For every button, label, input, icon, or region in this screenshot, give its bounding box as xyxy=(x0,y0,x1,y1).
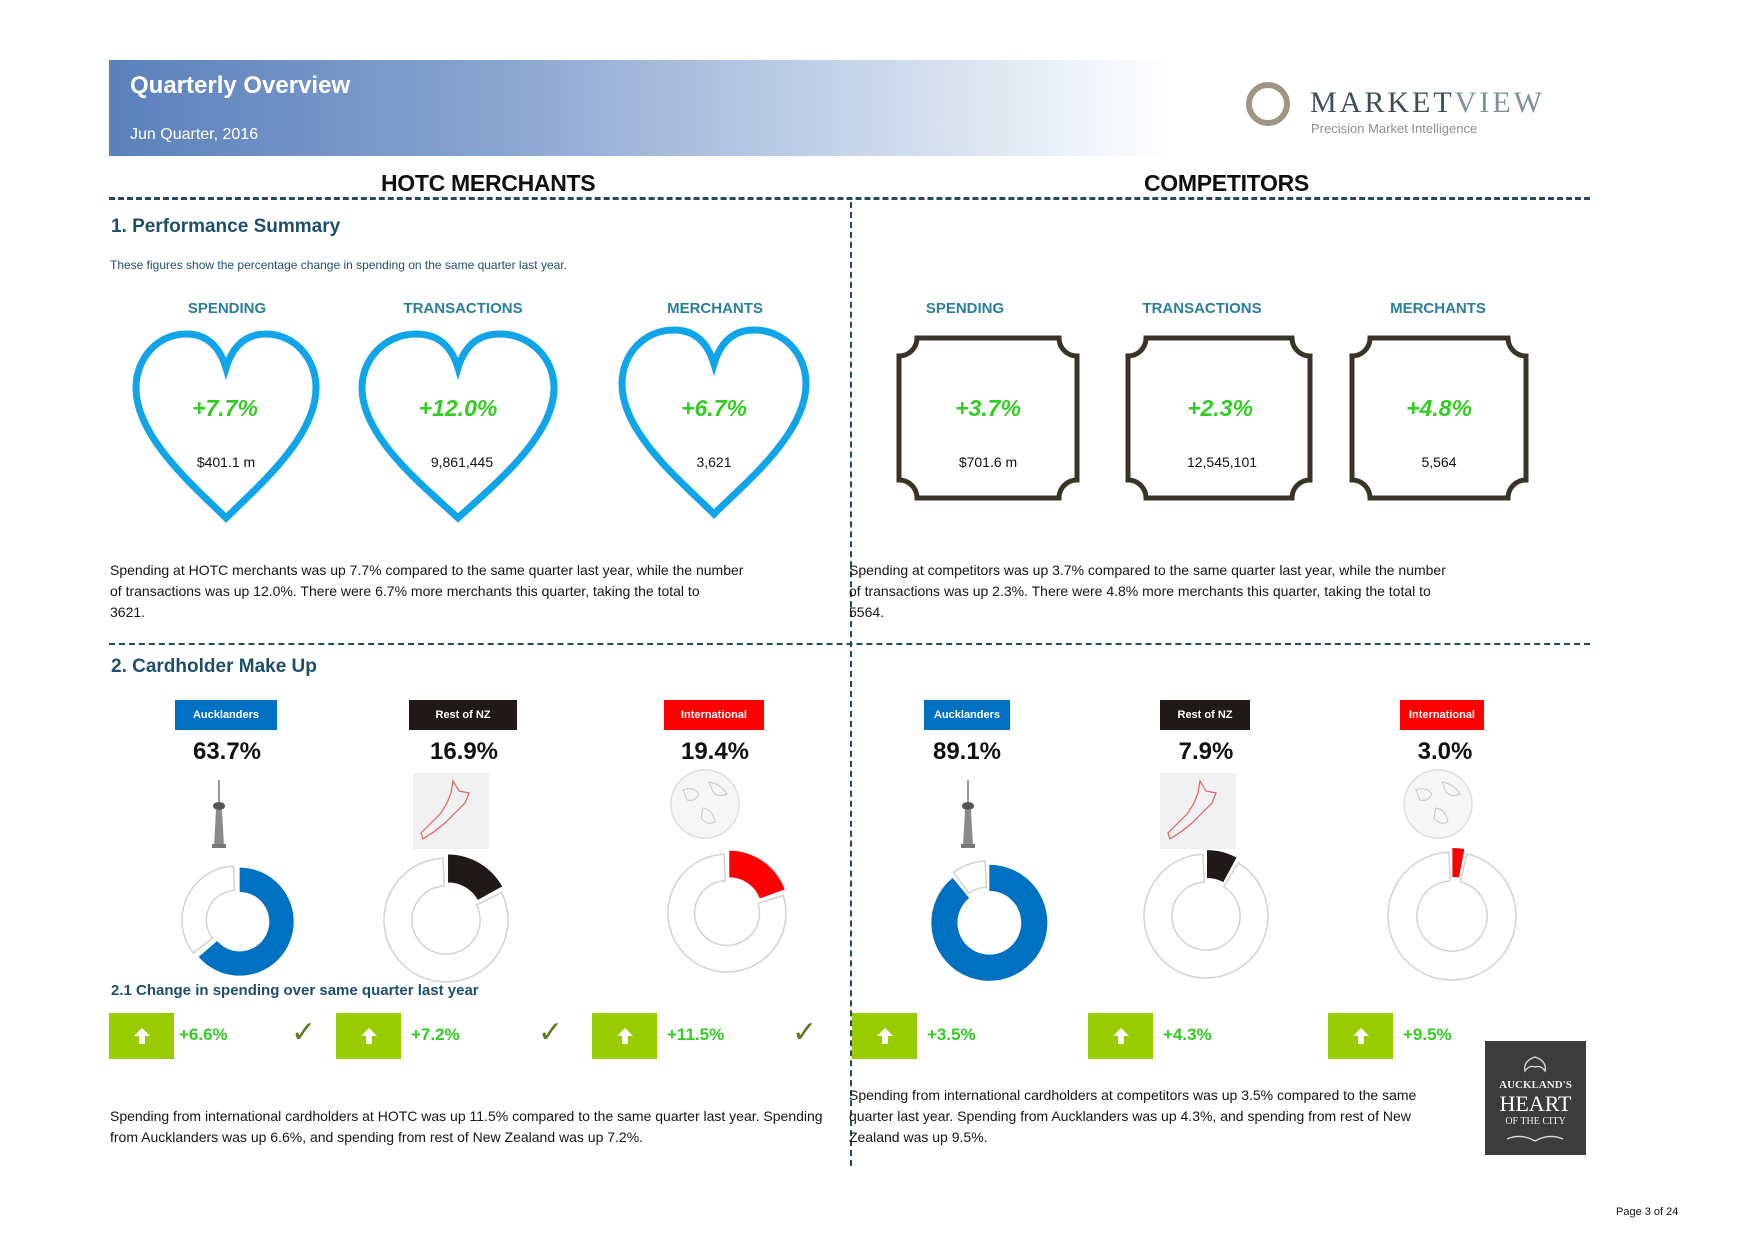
donut-remainder-slice xyxy=(1388,852,1516,980)
checkmark-icon: ✓ xyxy=(291,1016,317,1049)
competitor-label-spending: SPENDING xyxy=(925,300,1005,317)
nz-map-icon xyxy=(1160,773,1236,849)
competitor-change-aucklanders: +3.5% xyxy=(927,1025,976,1044)
marketview-logo-ring-icon xyxy=(1246,82,1290,126)
competitor-spending-change: +3.7% xyxy=(955,395,1021,421)
text-line: of transactions was up 2.3%. There were 4.8% more merchants this quarter, taking the total to xyxy=(849,583,1431,599)
competitor-merchants-value: 5,564 xyxy=(1421,454,1457,470)
hotc-transactions-value: 9,861,445 xyxy=(430,454,494,470)
text-line: quarter last year. Spending from Aucklanders was up 4.3%, and spending from rest of New xyxy=(849,1108,1411,1124)
hotc-performance-text xyxy=(110,560,840,623)
competitor-transactions-change: +2.3% xyxy=(1187,395,1253,421)
text-line: Spending from international cardholders at HOTC was up 11.5% compared to the same quarter last year. Spending xyxy=(110,1108,823,1124)
donut-chart-rest-of-nz xyxy=(378,852,514,988)
share-rest-of-nz: 16.9% xyxy=(429,738,499,765)
donut-share-group xyxy=(931,865,1047,981)
up-arrow-icon xyxy=(592,1013,657,1059)
up-arrow-icon xyxy=(1328,1013,1393,1059)
hotc-merchants-value: 3,621 xyxy=(696,454,732,470)
text-line: Spending from international cardholders at competitors was up 3.5% compared to the same xyxy=(849,1087,1417,1103)
heart-frame-icon xyxy=(612,322,816,522)
hotc-change-aucklanders: +6.6% xyxy=(179,1025,228,1044)
donut-remainder-slice xyxy=(1144,854,1268,978)
top-divider xyxy=(109,197,1590,200)
change-title: 2.1 Change in spending over same quarter last year xyxy=(111,982,479,999)
checkmark-icon: ✓ xyxy=(538,1016,564,1049)
logo-word-view: VIEW xyxy=(1454,86,1545,119)
hotc-merchants-change: +6.7% xyxy=(681,395,747,421)
competitor-merchants-change: +4.8% xyxy=(1406,395,1472,421)
competitor-performance-text xyxy=(849,560,1579,623)
text-line: 5564. xyxy=(849,604,885,620)
heart-frame-icon xyxy=(126,326,326,526)
heart-frame-icon xyxy=(352,326,564,526)
hotc-spending-value: $401.1 m xyxy=(196,454,256,470)
share-international: 19.4% xyxy=(680,738,750,765)
tag-international: International xyxy=(664,700,764,730)
competitor-label-transactions: TRANSACTIONS xyxy=(1142,300,1262,317)
donut-remainder-slice xyxy=(182,866,235,953)
up-arrow-icon xyxy=(852,1013,917,1059)
column-head-hotc: HOTC MERCHANTS xyxy=(381,170,596,196)
tag-international: International xyxy=(1400,700,1484,730)
share-rest-of-nz: 7.9% xyxy=(1178,738,1234,765)
donut-chart-aucklanders xyxy=(176,860,296,980)
donut-share-slice xyxy=(729,851,784,899)
hotc-label-merchants: MERCHANTS xyxy=(667,300,763,317)
performance-summary-title: 1. Performance Summary xyxy=(111,216,341,237)
badge-line-3: OF THE CITY xyxy=(1505,1116,1566,1127)
competitor-change-rest-of-nz: +4.3% xyxy=(1163,1025,1212,1044)
text-line: from Aucklanders was up 6.6%, and spending from rest of New Zealand was up 7.2%. xyxy=(110,1129,644,1145)
donut-share-group xyxy=(448,855,502,900)
competitor-spending-value: $701.6 m xyxy=(958,454,1018,470)
tag-aucklanders: Aucklanders xyxy=(924,700,1010,730)
donut-chart-rest-of-nz xyxy=(1138,848,1274,984)
hotc-label-transactions: TRANSACTIONS xyxy=(403,300,523,317)
hotc-spending-change: +7.7% xyxy=(192,395,258,421)
performance-note: These figures show the percentage change in spending on the same quarter last year. xyxy=(110,258,567,272)
up-arrow-icon xyxy=(109,1013,174,1059)
section-divider xyxy=(109,643,1590,645)
competitor-label-merchants: MERCHANTS xyxy=(1390,300,1486,317)
report-title: Quarterly Overview xyxy=(130,72,351,99)
sky-tower-icon xyxy=(204,780,234,850)
tag-rest-of-nz: Rest of NZ xyxy=(1160,700,1250,730)
donut-chart-international xyxy=(662,848,792,978)
column-head-competitors: COMPETITORS xyxy=(1144,170,1309,196)
share-aucklanders: 89.1% xyxy=(932,738,1002,765)
checkmark-icon: ✓ xyxy=(792,1016,818,1049)
up-arrow-icon xyxy=(1088,1013,1153,1059)
tag-aucklanders: Aucklanders xyxy=(175,700,277,730)
donut-chart-international xyxy=(1382,846,1522,986)
globe-icon xyxy=(1402,768,1474,840)
page-number: Page 3 of 24 xyxy=(1616,1206,1679,1218)
hotc-change-text xyxy=(110,1106,850,1148)
hotc-change-rest-of-nz: +7.2% xyxy=(411,1025,460,1044)
donut-chart-aucklanders xyxy=(924,855,1052,983)
report-subtitle: Jun Quarter, 2016 xyxy=(130,126,259,143)
competitor-change-text xyxy=(849,1085,1469,1148)
cardholder-title: 2. Cardholder Make Up xyxy=(111,656,317,677)
logo-word-market: MARKET xyxy=(1310,86,1455,119)
globe-icon xyxy=(669,768,741,840)
text-line: Zealand was up 9.5%. xyxy=(849,1129,988,1145)
logo-tagline: Precision Market Intelligence xyxy=(1311,121,1478,136)
text-line: of transactions was up 12.0%. There were 6.7% more merchants this quarter, taking the total to xyxy=(110,583,700,599)
hotc-transactions-change: +12.0% xyxy=(418,395,498,421)
donut-share-slice xyxy=(448,855,502,900)
text-line: 3621. xyxy=(110,604,146,620)
heart-of-the-city-logo xyxy=(1485,1041,1586,1155)
nz-map-icon xyxy=(413,773,489,849)
sky-tower-icon xyxy=(953,780,983,850)
share-aucklanders: 63.7% xyxy=(192,738,262,765)
donut-share-group xyxy=(729,851,784,899)
text-line: Spending at competitors was up 3.7% compared to the same quarter last year, while the number xyxy=(849,562,1446,578)
donut-share-slice xyxy=(931,865,1047,981)
hotc-change-international: +11.5% xyxy=(667,1025,725,1044)
share-international: 3.0% xyxy=(1417,738,1473,765)
marketview-logo xyxy=(1310,86,1545,120)
hotc-label-spending: SPENDING xyxy=(187,300,267,317)
competitor-transactions-value: 12,545,101 xyxy=(1186,454,1258,470)
competitor-change-international: +9.5% xyxy=(1403,1025,1452,1044)
badge-line-1: AUCKLAND'S xyxy=(1499,1079,1572,1091)
tag-rest-of-nz: Rest of NZ xyxy=(409,700,517,730)
badge-line-2: HEART xyxy=(1499,1091,1572,1116)
text-line: Spending at HOTC merchants was up 7.7% compared to the same quarter last year, while the number xyxy=(110,562,744,578)
up-arrow-icon xyxy=(336,1013,401,1059)
